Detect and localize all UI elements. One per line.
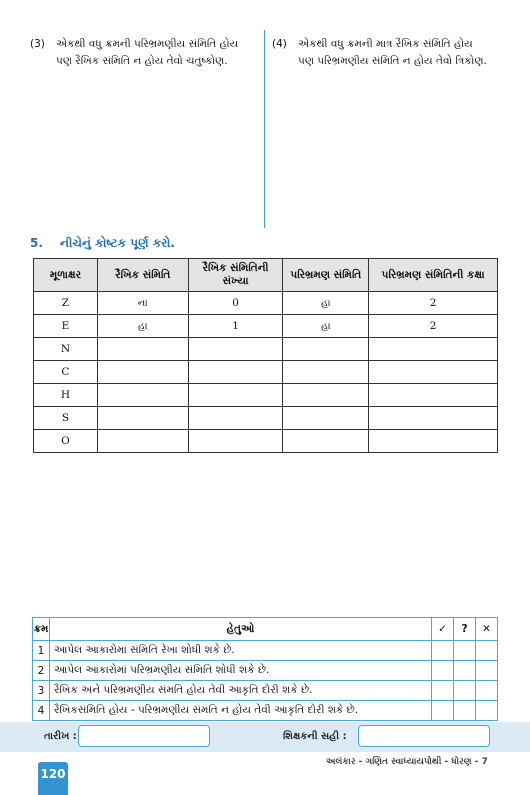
letter-cell: H xyxy=(34,384,98,407)
question-box[interactable] xyxy=(454,661,476,681)
line-symmetry-cell[interactable] xyxy=(97,407,188,430)
page-number: 120 xyxy=(38,762,68,795)
cross-box[interactable] xyxy=(476,661,498,681)
col-header-rotational: પરિભ્રમણ સંમિતિ xyxy=(283,259,369,292)
question-text-line1: એકથી વધુ ક્રમની માત્ર રૈખિક સંમિતિ હોય xyxy=(298,38,473,50)
table-row xyxy=(34,361,498,384)
question-box[interactable] xyxy=(454,681,476,701)
cross-box[interactable] xyxy=(476,681,498,701)
table-row xyxy=(34,430,498,453)
column-divider xyxy=(264,30,265,228)
learning-objectives-table xyxy=(32,617,498,721)
rotational-order-cell[interactable] xyxy=(369,361,498,384)
rubric-header-objectives: હેતુઓ xyxy=(50,618,432,641)
line-count-cell[interactable] xyxy=(188,430,283,453)
rotational-cell[interactable] xyxy=(283,430,369,453)
rotational-order-cell[interactable]: 2 xyxy=(369,315,498,338)
line-count-cell[interactable] xyxy=(188,338,283,361)
line-symmetry-cell[interactable] xyxy=(97,338,188,361)
rotational-order-cell[interactable]: 2 xyxy=(369,292,498,315)
line-count-cell[interactable]: 0 xyxy=(188,292,283,315)
letter-cell: S xyxy=(34,407,98,430)
section-number: 5. xyxy=(30,236,43,250)
question-box[interactable] xyxy=(454,641,476,661)
rubric-row xyxy=(33,661,498,681)
rubric-row-text: આપેલ આકારોમાં પરિભ્રમણીય સંમિતિ શોધી શકે છે. xyxy=(50,661,432,681)
signature-field[interactable] xyxy=(358,725,490,747)
rotational-cell[interactable] xyxy=(283,338,369,361)
table-row xyxy=(34,407,498,430)
cross-icon: ✕ xyxy=(476,618,498,641)
rubric-row-number: 3 xyxy=(33,681,50,701)
col-header-letter: મૂળાક્ષર xyxy=(34,259,98,292)
line-count-cell[interactable] xyxy=(188,407,283,430)
symmetry-table xyxy=(33,258,498,453)
question-text-line2: પણ રૈખિક સંમિતિ ન હોય તેવો ચતુષ્કોણ. xyxy=(56,55,228,67)
table-row xyxy=(34,292,498,315)
rubric-row xyxy=(33,641,498,661)
rubric-row-number: 2 xyxy=(33,661,50,681)
rotational-order-cell[interactable] xyxy=(369,407,498,430)
letter-cell: N xyxy=(34,338,98,361)
table-row xyxy=(34,338,498,361)
question-number: (4) xyxy=(272,38,287,50)
check-box[interactable] xyxy=(432,661,454,681)
line-symmetry-cell[interactable]: ના xyxy=(97,292,188,315)
check-box[interactable] xyxy=(432,681,454,701)
signature-label: શિક્ષકની સહી : xyxy=(283,731,347,742)
col-header-rotational-order: પરિભ્રમણ સંમિતિની કક્ષા xyxy=(369,259,498,292)
rotational-order-cell[interactable] xyxy=(369,338,498,361)
line-symmetry-cell[interactable] xyxy=(97,384,188,407)
question-4 xyxy=(272,36,522,70)
rubric-header-number: ક્રમ xyxy=(33,618,50,641)
line-symmetry-cell[interactable]: હા xyxy=(97,315,188,338)
cross-box[interactable] xyxy=(476,701,498,721)
col-header-line-symmetry: રૈખિક સંમિતિ xyxy=(97,259,188,292)
rubric-row-number: 1 xyxy=(33,641,50,661)
letter-cell: C xyxy=(34,361,98,384)
date-label: તારીખ : xyxy=(44,731,77,742)
rubric-row-text: રૈખિકસંમિતિ હોય - પરિભ્રમણીય સંમતિ ન હોય તેવી આકૃતિ દોરી શકે છે. xyxy=(50,701,432,721)
rubric-row-text: આપેલ આકારોમાં સંમિતિ રેખા શોધી શકે છે. xyxy=(50,641,432,661)
line-count-cell[interactable] xyxy=(188,361,283,384)
section-title: નીચેનું કોષ્ટક પૂર્ણ કરો. xyxy=(60,236,175,250)
table-row xyxy=(34,315,498,338)
rotational-cell[interactable] xyxy=(283,407,369,430)
question-box[interactable] xyxy=(454,701,476,721)
footer-text: અલંકાર - ગણિત સ્વાધ્યાયપોથી - ધોરણ - 7 xyxy=(326,757,488,767)
section-5-heading xyxy=(30,236,175,251)
question-icon: ? xyxy=(454,618,476,641)
rotational-order-cell[interactable] xyxy=(369,384,498,407)
question-text-line1: એકથી વધુ ક્રમની પરિભ્રમણીય સંમિતિ હોય xyxy=(56,38,239,50)
question-3 xyxy=(30,36,258,70)
rotational-cell[interactable] xyxy=(283,384,369,407)
rubric-row-text: રૈખિક અને પરિભ્રમણીય સંમતિ હોય તેવી આકૃતિ દોરી શકે છે. xyxy=(50,681,432,701)
check-box[interactable] xyxy=(432,701,454,721)
table-row xyxy=(34,384,498,407)
rubric-row xyxy=(33,681,498,701)
question-text-line2: પણ પરિભ્રમણીય સંમિતિ ન હોય તેવો ત્રિકોણ. xyxy=(298,55,487,67)
col-header-line-count: રૈખિક સંમિતિની સંખ્યા xyxy=(188,259,283,292)
letter-cell: O xyxy=(34,430,98,453)
rotational-cell[interactable] xyxy=(283,361,369,384)
rubric-row-number: 4 xyxy=(33,701,50,721)
check-icon: ✓ xyxy=(432,618,454,641)
line-symmetry-cell[interactable] xyxy=(97,430,188,453)
letter-cell: Z xyxy=(34,292,98,315)
line-symmetry-cell[interactable] xyxy=(97,361,188,384)
letter-cell: E xyxy=(34,315,98,338)
rotational-cell[interactable]: હા xyxy=(283,292,369,315)
check-box[interactable] xyxy=(432,641,454,661)
line-count-cell[interactable] xyxy=(188,384,283,407)
date-field[interactable] xyxy=(78,725,210,747)
line-count-cell[interactable]: 1 xyxy=(188,315,283,338)
rotational-order-cell[interactable] xyxy=(369,430,498,453)
question-number: (3) xyxy=(30,38,45,50)
rotational-cell[interactable]: હા xyxy=(283,315,369,338)
cross-box[interactable] xyxy=(476,641,498,661)
rubric-row xyxy=(33,701,498,721)
